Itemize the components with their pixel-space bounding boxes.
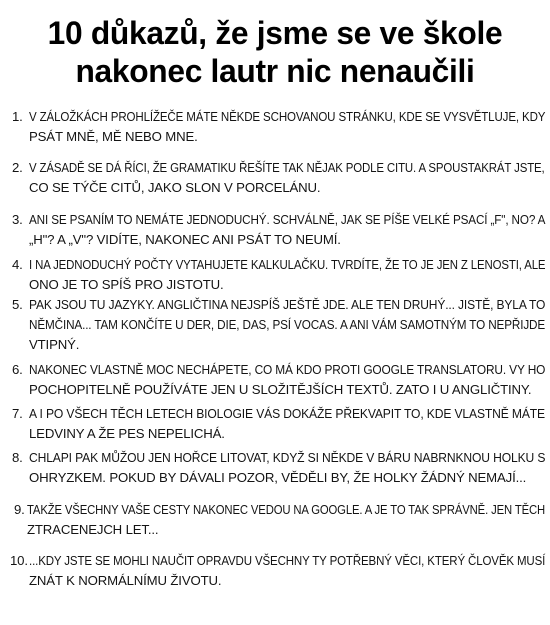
list-item-line: OHRYZKEM. POKUD BY DÁVALI POZOR, VĚDĚLI BY, ŽE HOLKY ŽÁDNÝ NEMAJÍ... (29, 470, 527, 485)
list-item-text (29, 360, 546, 400)
list-item-line: PAK JSOU TU JAZYKY. ANGLIČTINA NEJSPÍŠ JEŠTĚ JDE. ALE TEN DRUHÝ... JISTĚ, BYLA TO (29, 297, 546, 312)
list-item-text (29, 551, 546, 591)
list-item-line: V ZÁSADĚ SE DÁ ŘÍCI, ŽE GRAMATIKU ŘEŠÍTE TAK NĚJAK PODLE CITU. A SPOUSTAKRÁT JSTE, (29, 160, 545, 175)
list-item-line: CO SE TÝČE CITŮ, JAKO SLON V PORCELÁNU. (29, 180, 321, 195)
list-item-text (29, 255, 546, 295)
list-item-text (29, 158, 545, 198)
list-item-number: 2. (12, 160, 23, 175)
list-item-line: „H"? A „V"? VIDÍTE, NAKONEC ANI PSÁT TO NEUMÍ. (29, 232, 341, 247)
list-item-line: V ZÁLOŽKÁCH PROHLÍŽEČE MÁTE NĚKDE SCHOVANOU STRÁNKU, KDE SE VYSVĚTLUJE, KDY (29, 109, 546, 124)
list-item-number: 5. (12, 297, 23, 312)
list-item-number: 10. (10, 553, 28, 568)
list-item-number: 9. (14, 502, 25, 517)
list-item-text (29, 210, 546, 250)
list-item-number: 6. (12, 362, 23, 377)
list-item-line: ONO JE TO SPÍŠ PRO JISTOTU. (29, 277, 224, 292)
list-item-text (29, 404, 545, 444)
list-item-line: A I PO VŠECH TĚCH LETECH BIOLOGIE VÁS DOKÁŽE PŘEKVAPIT TO, KDE VLASTNĚ MÁTE (29, 406, 545, 421)
list-item-number: 4. (12, 257, 23, 272)
list-item-line: ZTRACENEJCH LET... (27, 522, 159, 537)
list-item-line: I NA JEDNODUCHÝ POČTY VYTAHUJETE KALKULAČKU. TVRDÍTE, ŽE TO JE JEN Z LENOSTI, ALE (29, 257, 546, 272)
list-item-number: 8. (12, 450, 23, 465)
list-item-text (29, 448, 546, 488)
list-item-line: NĚMČINA... TAM KONČÍTE U DER, DIE, DAS, PSÍ VOCAS. A ANI VÁM SAMOTNÝM TO NEPŘIJDE (29, 317, 546, 332)
list-item-line: CHLAPI PAK MŮŽOU JEN HOŘCE LITOVAT, KDYŽ SI NĚKDE V BÁRU NABRNKNOU HOLKU S (29, 450, 546, 465)
list-item-text (29, 107, 546, 147)
list-item-line: ANI SE PSANÍM TO NEMÁTE JEDNODUCHÝ. SCHVÁLNĚ, JAK SE PÍŠE VELKÉ PSACÍ „F", NO? A (29, 212, 546, 227)
list-item-number: 3. (12, 212, 23, 227)
list-item-text (29, 295, 546, 355)
list-item-line: TAKŽE VŠECHNY VAŠE CESTY NAKONEC VEDOU NA GOOGLE. A JE TO TAK SPRÁVNĚ. JEN TĚCH (27, 502, 546, 517)
list-item-number: 1. (12, 109, 23, 124)
list-item-number: 7. (12, 406, 23, 421)
page-title-line-2: nakonec lautr nic nenaučili (75, 53, 475, 89)
list-item-line: PSÁT MNĚ, MĚ NEBO MNE. (29, 129, 198, 144)
list-item-line: NAKONEC VLASTNĚ MOC NECHÁPETE, CO MÁ KDO PROTI GOOGLE TRANSLATORU. VY HO (29, 362, 546, 377)
list-item-line: VTIPNÝ. (29, 337, 80, 352)
list-item-line: ...KDY JSTE SE MOHLI NAUČIT OPRAVDU VŠECHNY TY POTŘEBNÝ VĚCI, KTERÝ ČLOVĚK MUSÍ (29, 553, 546, 568)
page-title-line-1: 10 důkazů, že jsme se ve škole (47, 15, 503, 51)
list-item-line: ZNÁT K NORMÁLNÍMU ŽIVOTU. (29, 573, 222, 588)
list-item-line: LEDVINY A ŽE PES NEPELICHÁ. (29, 426, 225, 441)
list-item-text (27, 500, 546, 540)
list-item-line: POCHOPITELNĚ POUŽÍVÁTE JEN U SLOŽITĚJŠÍCH TEXTŮ. ZATO I U ANGLIČTINY. (29, 382, 532, 397)
